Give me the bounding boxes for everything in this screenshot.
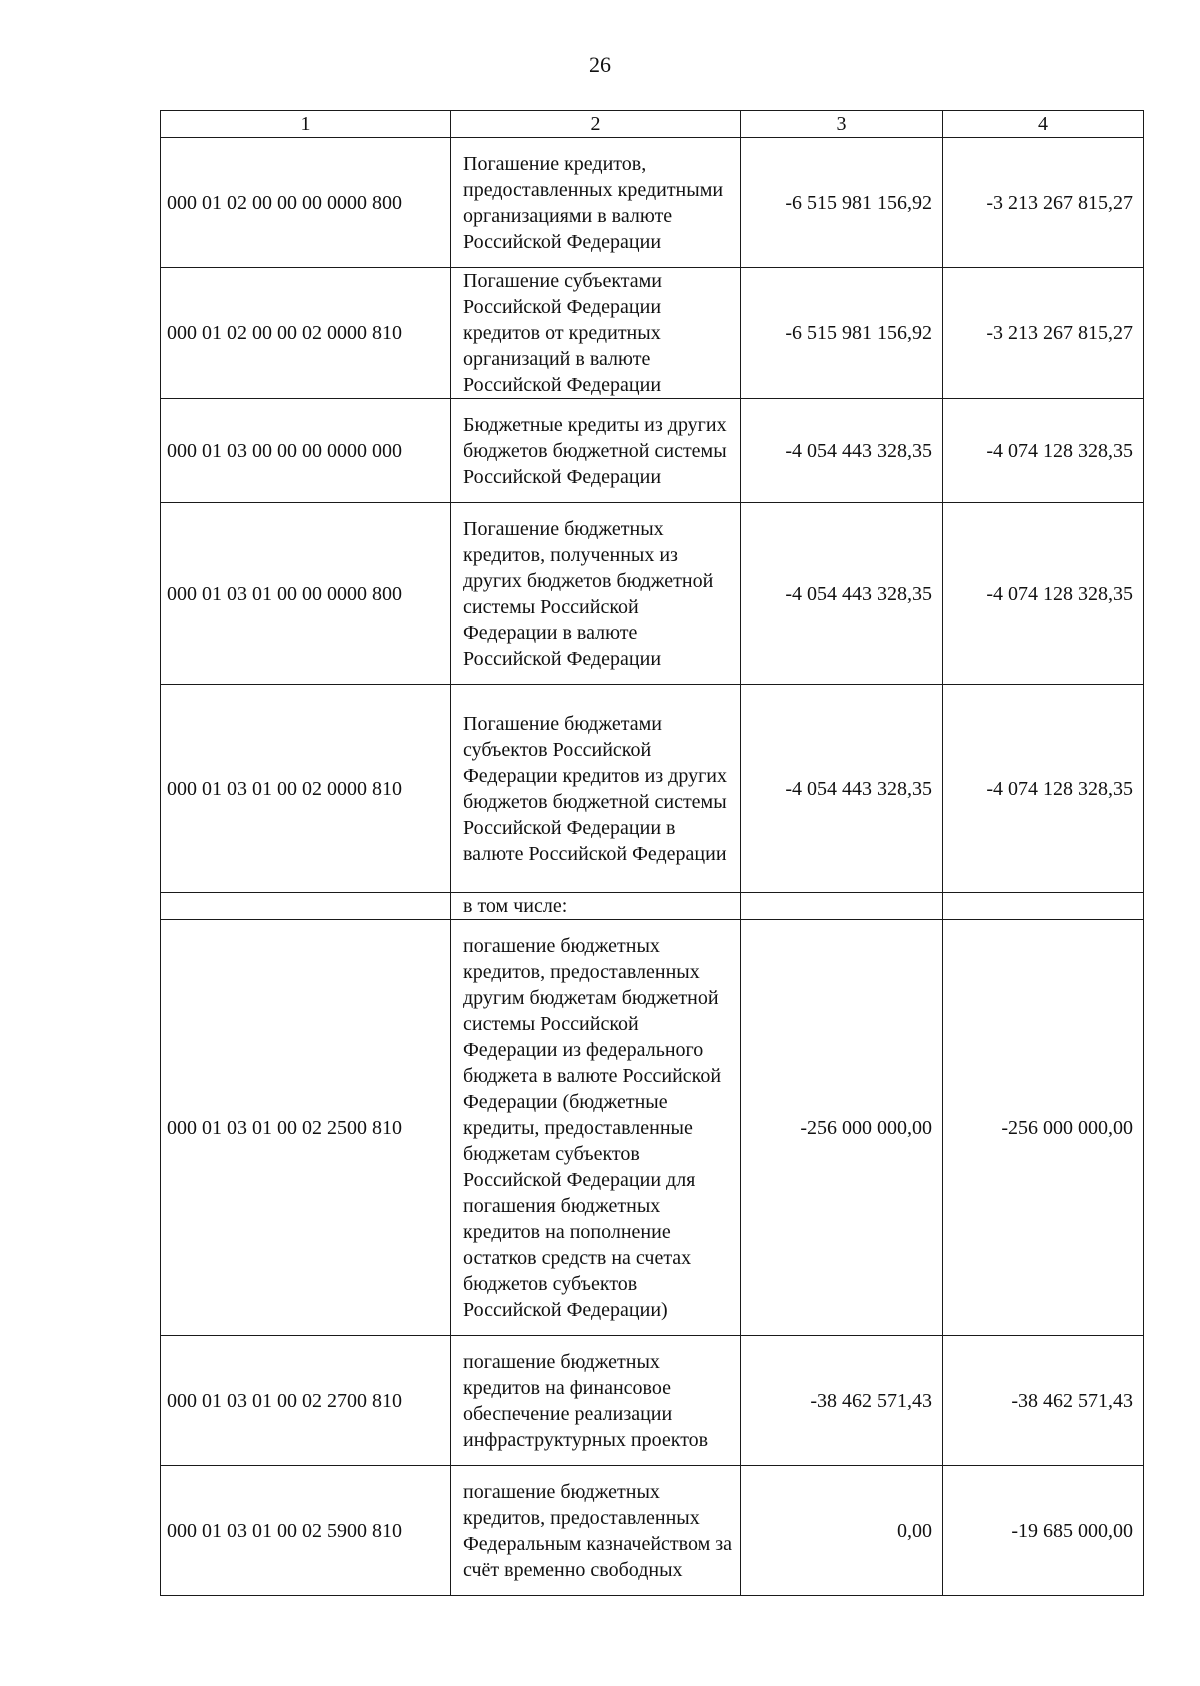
row-name: Погашение бюджетами субъектов Российской Федерации кредитов из других бюджетов бюджетной системы Российской Федерации в валюте Российской Федерации: [451, 685, 741, 893]
row-value-col3: 0,00: [741, 1466, 943, 1596]
row-value-col3: -6 515 981 156,92: [741, 268, 943, 399]
table-row: [161, 1466, 1144, 1596]
table-row: [161, 138, 1144, 268]
row-value-col4: -4 074 128 328,35: [943, 685, 1144, 893]
row-name: Погашение бюджетных кредитов, полученных из других бюджетов бюджетной системы Российской Федерации в валюте Российской Федерации: [451, 503, 741, 685]
row-value-col4: -4 074 128 328,35: [943, 399, 1144, 503]
row-code: 000 01 02 00 00 02 0000 810: [161, 268, 451, 399]
row-value-col4: -256 000 000,00: [943, 920, 1144, 1336]
column-header-4: 4: [943, 111, 1144, 138]
table-row: [161, 920, 1144, 1336]
row-code: 000 01 03 01 00 02 5900 810: [161, 1466, 451, 1596]
row-name: погашение бюджетных кредитов на финансовое обеспечение реализации инфраструктурных проектов: [451, 1336, 741, 1466]
row-value-col4: -3 213 267 815,27: [943, 138, 1144, 268]
column-header-3: 3: [741, 111, 943, 138]
row-code: 000 01 03 01 00 02 0000 810: [161, 685, 451, 893]
row-name: погашение бюджетных кредитов, предоставленных другим бюджетам бюджетной системы Российской Федерации из федерального бюджета в валюте Российской Федерации (бюджетные кредиты, предоставленные бюджетам субъектов Российской Федерации для погашения бюджетных кредитов на пополнение остатков средств на счетах бюджетов субъектов Российской Федерации): [451, 920, 741, 1336]
row-value-col4: -4 074 128 328,35: [943, 503, 1144, 685]
table-row: [161, 1336, 1144, 1466]
row-name: Погашение субъектами Российской Федерации кредитов от кредитных организаций в валюте Российской Федерации: [451, 268, 741, 399]
table-header-row: [161, 111, 1144, 138]
row-name: погашение бюджетных кредитов, предоставленных Федеральным казначейством за счёт временно свободных: [451, 1466, 741, 1596]
row-name: в том числе:: [451, 893, 741, 920]
row-code: [161, 893, 451, 920]
page-number: 26: [589, 52, 611, 77]
row-value-col3: -256 000 000,00: [741, 920, 943, 1336]
row-code: 000 01 03 00 00 00 0000 000: [161, 399, 451, 503]
table-row: [161, 399, 1144, 503]
row-name: Погашение кредитов, предоставленных кредитными организациями в валюте Российской Федерации: [451, 138, 741, 268]
row-code: 000 01 03 01 00 02 2700 810: [161, 1336, 451, 1466]
column-header-2: 2: [451, 111, 741, 138]
table-row: [161, 685, 1144, 893]
row-value-col3: -6 515 981 156,92: [741, 138, 943, 268]
row-value-col3: -38 462 571,43: [741, 1336, 943, 1466]
row-value-col3: [741, 893, 943, 920]
table-row: [161, 268, 1144, 399]
row-value-col3: -4 054 443 328,35: [741, 503, 943, 685]
budget-table: [160, 110, 1144, 1596]
row-code: 000 01 02 00 00 00 0000 800: [161, 138, 451, 268]
row-name: Бюджетные кредиты из других бюджетов бюджетной системы Российской Федерации: [451, 399, 741, 503]
row-code: 000 01 03 01 00 00 0000 800: [161, 503, 451, 685]
column-header-1: 1: [161, 111, 451, 138]
row-value-col4: -19 685 000,00: [943, 1466, 1144, 1596]
row-value-col3: -4 054 443 328,35: [741, 685, 943, 893]
row-value-col4: -3 213 267 815,27: [943, 268, 1144, 399]
table-row: [161, 503, 1144, 685]
row-value-col3: -4 054 443 328,35: [741, 399, 943, 503]
row-value-col4: [943, 893, 1144, 920]
row-value-col4: -38 462 571,43: [943, 1336, 1144, 1466]
table-row: [161, 893, 1144, 920]
row-code: 000 01 03 01 00 02 2500 810: [161, 920, 451, 1336]
